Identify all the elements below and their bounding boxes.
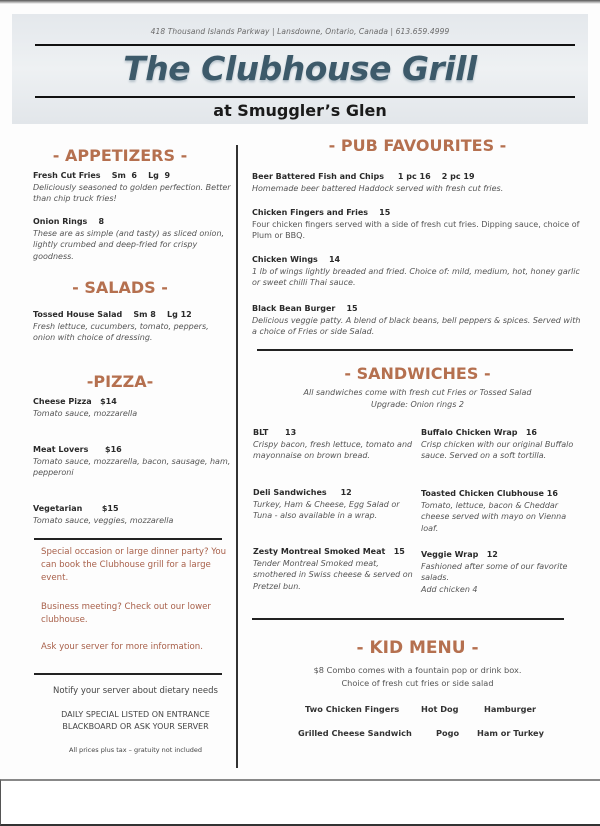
item-name: Deli Sandwiches 12 — [253, 488, 352, 497]
salads-heading: - SALADS - — [72, 278, 168, 297]
menu-item — [33, 309, 233, 344]
item-description: Turkey, Ham & Cheese, Egg Salad or Tuna - also available in a wrap. — [253, 499, 400, 520]
kid-item: Pogo — [436, 728, 460, 738]
menu-item — [33, 396, 233, 419]
item-name: Tossed House Salad Sm 8 Lg 12 — [33, 310, 192, 319]
menu-item — [33, 503, 233, 526]
divider — [35, 44, 575, 46]
kid-item: Two Chicken Fingers — [305, 704, 400, 714]
item-description: Tomato sauce, mozzarella — [33, 408, 138, 418]
menu-header — [12, 14, 588, 124]
item-description: Tomato sauce, veggies, mozzarella — [33, 515, 174, 525]
item-name: Chicken Fingers and Fries 15 — [252, 208, 391, 217]
dietary-note: Notify your server about dietary needs — [53, 686, 218, 696]
item-description: Tomato sauce, mozzarella, bacon, sausage, ham, pepperoni — [33, 456, 231, 477]
menu-item — [421, 427, 581, 462]
item-description: These are as simple (and tasty) as sliced onion, lightly crumbed and deep-fried for crispy goodness. — [33, 228, 225, 261]
item-description: Four chicken fingers served with a side of fresh cut fries. Dipping sauce, choice of Plum or BBQ. — [252, 219, 580, 240]
item-description: Fashioned after some of our favorite salads. — [421, 561, 568, 582]
item-description: Fresh lettuce, cucumbers, tomato, peppers, onion with choice of dressing. — [33, 321, 209, 342]
tax-note: All prices plus tax – gratuity not included — [68, 746, 203, 754]
restaurant-subtitle: at Smuggler’s Glen — [213, 101, 387, 120]
item-description: Delicious veggie patty. A blend of black beans, bell peppers & spices. Served with a choice of Fries or side Salad. — [252, 315, 581, 336]
divider — [252, 618, 564, 620]
kid-item: Ham or Turkey — [477, 728, 544, 738]
item-name: BLT 13 — [253, 428, 297, 437]
item-description: Deliciously seasoned to golden perfection. Better than chip truck fries! — [33, 182, 231, 203]
scan-bottom-edge — [0, 779, 600, 826]
item-name: Meat Lovers $16 — [33, 445, 122, 454]
daily-special-note: DAILY SPECIAL LISTED ON ENTRANCE — [61, 710, 210, 719]
menu-item — [253, 427, 413, 462]
menu-item — [253, 546, 413, 592]
ask-server-note: Ask your server for more information. — [41, 642, 203, 652]
menu-item — [252, 303, 582, 338]
item-name: Black Bean Burger 15 — [252, 304, 358, 313]
business-meeting-note: Business meeting? Check out our lower clubhouse. — [41, 602, 211, 625]
menu-item — [252, 171, 582, 194]
item-name: Chicken Wings 14 — [252, 255, 341, 264]
event-booking-note: Special occasion or large dinner party? You can book the Clubhouse grill for a large event. — [41, 547, 227, 583]
kid-menu-heading: - KID MENU - — [356, 638, 479, 658]
item-name: Vegetarian $15 — [33, 504, 119, 513]
menu-item — [253, 487, 413, 522]
sandwiches-upgrade: Upgrade: Onion rings 2 — [371, 400, 464, 409]
pizza-heading: -PIZZA- — [86, 372, 154, 391]
restaurant-title: The Clubhouse Grill — [123, 49, 477, 88]
menu-item — [252, 207, 582, 242]
kid-menu-combo: $8 Combo comes with a fountain pop or drink box. — [313, 665, 522, 675]
item-name: Beer Battered Fish and Chips 1 pc 16 2 pc 19 — [252, 172, 475, 181]
item-addon: Add chicken 4 — [421, 584, 478, 594]
kid-menu-sides: Choice of fresh cut fries or side salad — [341, 678, 494, 688]
kid-item: Grilled Cheese Sandwich — [298, 728, 412, 738]
item-description: 1 lb of wings lightly breaded and fried. Choice of: mild, medium, hot, honey garlic or sweet chilli Thai sauce. — [252, 266, 580, 287]
column-divider — [236, 145, 238, 768]
menu-item — [421, 488, 581, 534]
menu-item — [33, 216, 233, 262]
sandwiches-subtitle: All sandwiches come with fresh cut Fries or Tossed Salad — [303, 388, 532, 397]
item-description: Tender Montreal Smoked meat, smothered in Swiss cheese & served on Pretzel bun. — [253, 558, 413, 591]
address-line: 418 Thousand Islands Parkway | Lansdowne, Ontario, Canada | 613.659.4999 — [150, 27, 450, 36]
item-name: Onion Rings 8 — [33, 217, 105, 226]
divider — [257, 349, 573, 351]
menu-item — [33, 444, 233, 479]
kid-item: Hamburger — [484, 704, 537, 714]
daily-special-note-2: BLACKBOARD OR ASK YOUR SERVER — [62, 722, 209, 731]
divider — [34, 538, 222, 540]
item-description: Crispy bacon, fresh lettuce, tomato and mayonnaise on brown bread. — [253, 439, 413, 460]
menu-item — [421, 549, 581, 595]
appetizers-heading: - APPETIZERS - — [52, 146, 188, 165]
divider — [35, 96, 575, 98]
kid-item: Hot Dog — [421, 704, 459, 714]
item-description: Crisp chicken with our original Buffalo sauce. Served on a soft tortilla. — [421, 439, 574, 460]
scan-edge — [0, 0, 600, 4]
item-name: Zesty Montreal Smoked Meat 15 — [253, 547, 405, 556]
item-description: Tomato, lettuce, bacon & Cheddar cheese served with mayo on Vienna loaf. — [421, 500, 567, 533]
sandwiches-heading: - SANDWICHES - — [344, 364, 491, 383]
item-name: Toasted Chicken Clubhouse 16 — [421, 489, 558, 498]
item-description: Homemade beer battered Haddock served with fresh cut fries. — [252, 183, 504, 193]
menu-item — [252, 254, 582, 289]
divider — [34, 673, 222, 675]
item-name: Buffalo Chicken Wrap 16 — [421, 428, 537, 437]
item-name: Cheese Pizza $14 — [33, 397, 117, 406]
item-name: Fresh Cut Fries Sm 6 Lg 9 — [33, 171, 171, 180]
menu-item — [33, 170, 233, 205]
item-name: Veggie Wrap 12 — [421, 550, 498, 559]
pub-favourites-heading: - PUB FAVOURITES - — [328, 136, 507, 155]
